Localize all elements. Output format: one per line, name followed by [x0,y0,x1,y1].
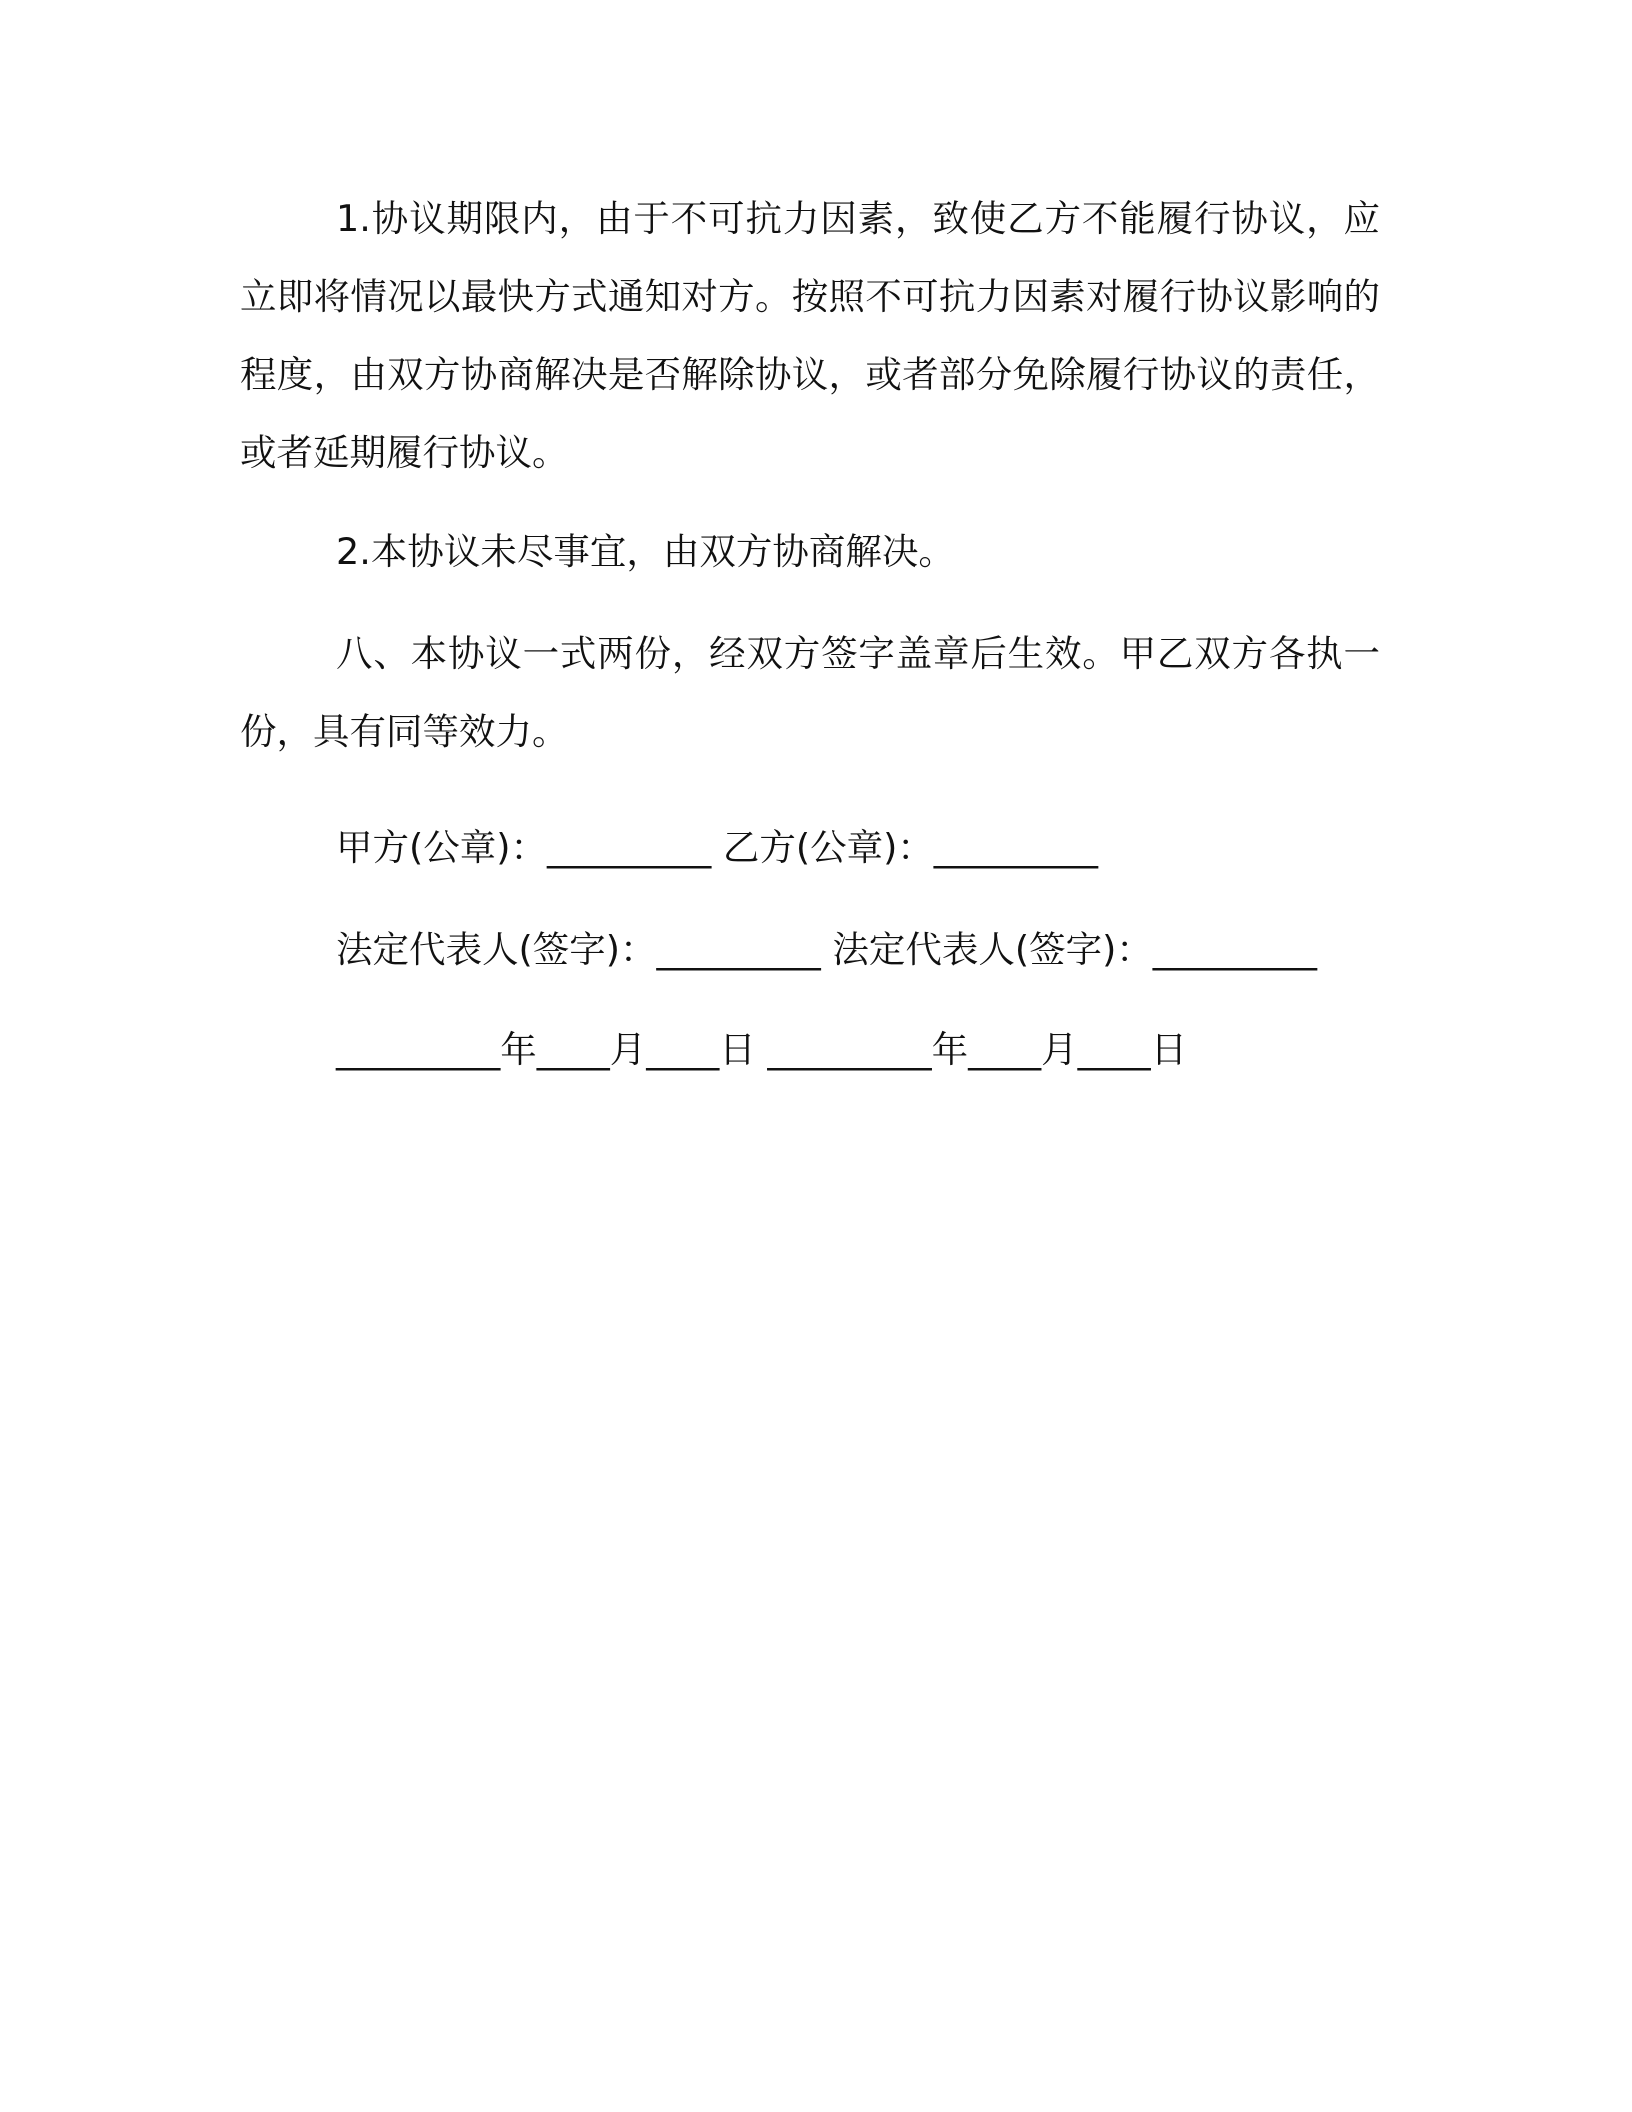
clause-copies-effect: 八、本协议一式两份，经双方签字盖章后生效。甲乙双方各执一份，具有同等效力。 [240,632,1380,753]
clause-unresolved-matters: 2.本协议未尽事宜，由双方协商解决。 [336,530,955,573]
representative-signature-line: 法定代表人(签字)：_________ 法定代表人(签字)：_________ [336,928,1318,971]
date-line: _________年____月____日 _________年____月____日 [336,1028,1188,1071]
clause-force-majeure: 1.协议期限内，由于不可抗力因素，致使乙方不能履行协议，应立即将情况以最快方式通知对方。按照不可抗力因素对履行协议影响的程度，由双方协商解决是否解除协议，或者部分免除履行协议的责任，或者延期履行协议。 [240,197,1380,474]
seal-signature-line: 甲方(公章)：_________ 乙方(公章)：_________ [336,826,1099,869]
